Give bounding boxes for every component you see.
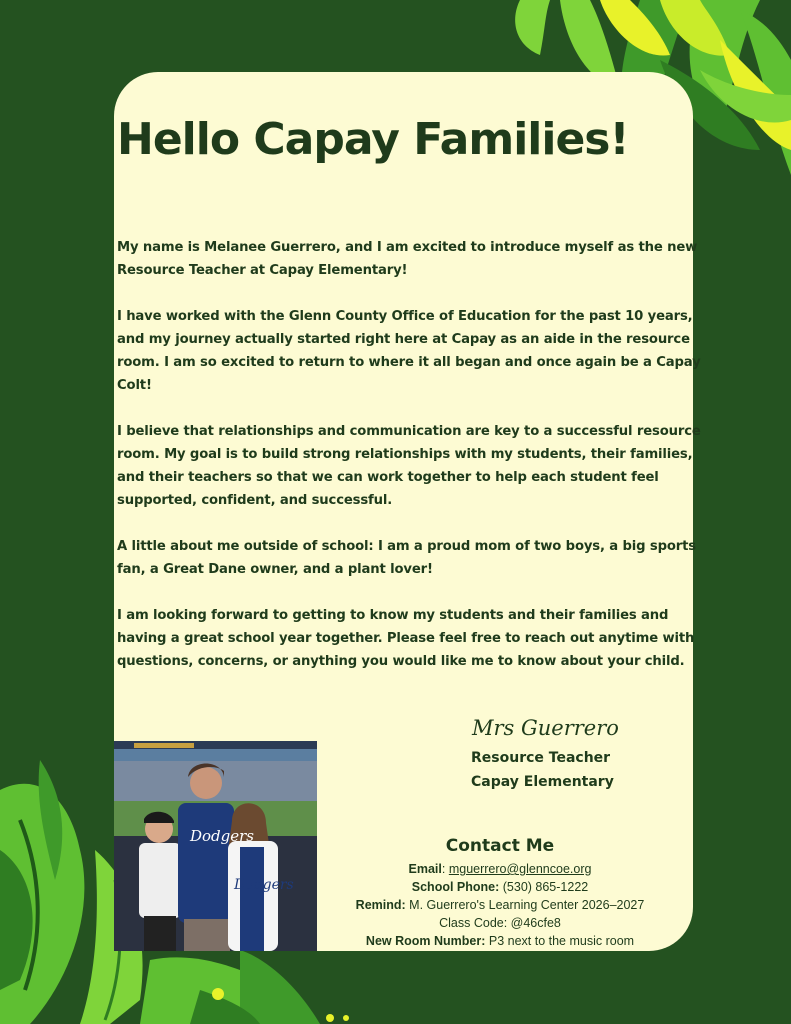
role-title: Resource Teacher [471,750,611,766]
paragraph-intro: My name is Melanee Guerrero, and I am excited to introduce myself as the new Resource Teacher at Capay Elementary! [117,240,698,278]
phone-label: School Phone: [411,880,500,894]
remind-label: Remind: [355,898,406,912]
school-name: Capay Elementary [471,774,614,790]
page-title: Hello Capay Families! [117,114,629,165]
paragraph-experience: I have worked with the Glenn County Office of Education for the past 10 years, and my journey actually started right here at Capay as an aide in the resource room. I am so excited to return to where it all began and once again be a Capay Colt! [117,309,701,393]
letter-body [117,236,711,696]
email-row: Email: mguerrero@glenncoe.org [408,862,592,876]
role-block [471,746,614,794]
phone-row [330,878,670,896]
room-value: P3 next to the music room [488,934,635,948]
room-label: New Room Number: [365,934,486,948]
email-link[interactable]: mguerrero@glenncoe.org [448,862,592,876]
jersey-text-right: Dodgers [234,877,294,893]
jersey-text-middle: Dodgers [190,827,255,845]
room-row [330,932,670,950]
paragraph-personal: A little about me outside of school: I am a proud mom of two boys, a big sports fan, a Great Dane owner, and a plant lover! [117,539,696,577]
class-code: Class Code: @46cfe8 [439,916,561,930]
remind-row [330,896,670,914]
family-photo [114,741,317,951]
paragraph-philosophy: I believe that relationships and communication are key to a successful resource room. My goal is to build strong relationships with my students, their families, and their teachers so that we can work together to help each student feel supported, confident, and successful. [117,424,701,508]
paragraph-closing: I am looking forward to getting to know my students and their families and having a great school year together. Please feel free to reach out anytime with questions, concerns, or anything you would like me to know about your child. [117,608,695,669]
email-label: Email [408,862,442,876]
contact-heading: Contact Me [445,836,555,856]
signature: Mrs Guerrero [472,716,619,740]
remind-value: M. Guerrero's Learning Center 2026–2027 [409,898,645,912]
contact-block [330,834,670,950]
phone-value: (530) 865-1222 [502,880,589,894]
